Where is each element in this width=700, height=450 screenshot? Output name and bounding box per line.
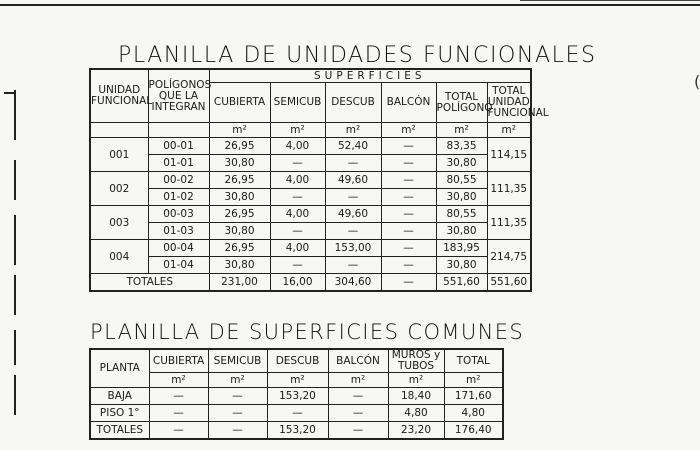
semicub-value: — xyxy=(270,257,325,274)
unit-id: 001 xyxy=(90,138,148,172)
poligono: 01-03 xyxy=(148,223,209,240)
unit-id: 003 xyxy=(90,206,148,240)
header-balcon: BALCÓN xyxy=(381,83,436,123)
cubierta-value: — xyxy=(149,405,208,422)
balcon-value: — xyxy=(328,422,388,439)
descub-value: — xyxy=(325,155,381,172)
cubierta-value: 30,80 xyxy=(209,257,270,274)
muros-value: 4,80 xyxy=(388,405,444,422)
totales-cubierta: 231,00 xyxy=(209,274,270,291)
poligono: 00-01 xyxy=(148,138,209,155)
total-value: 4,80 xyxy=(444,405,503,422)
poligono: 01-02 xyxy=(148,189,209,206)
margin-mark xyxy=(14,330,16,365)
header-descub: DESCUB xyxy=(267,349,328,373)
unidades-table xyxy=(89,68,549,292)
side-mark: ( xyxy=(694,72,700,91)
balcon-value: — xyxy=(381,189,436,206)
header-total: TOTAL xyxy=(444,349,503,373)
semicub-value: — xyxy=(270,223,325,240)
margin-mark xyxy=(14,275,16,315)
poligono: 00-03 xyxy=(148,206,209,223)
unit-id: 002 xyxy=(90,172,148,206)
descub-value: — xyxy=(267,405,328,422)
total-poligono-value: 80,55 xyxy=(436,172,487,189)
unit-label: m² xyxy=(328,373,388,388)
semicub-value: 4,00 xyxy=(270,172,325,189)
balcon-value: — xyxy=(328,388,388,405)
descub-value: 49,60 xyxy=(325,206,381,223)
totales-label: TOTALES xyxy=(90,274,209,291)
semicub-value: 4,00 xyxy=(270,138,325,155)
sheet-border-top-right xyxy=(520,0,700,1)
margin-mark xyxy=(14,375,16,415)
descub-value: 153,00 xyxy=(325,240,381,257)
poligono: 01-01 xyxy=(148,155,209,172)
poligono: 00-04 xyxy=(148,240,209,257)
total-poligono-value: 83,35 xyxy=(436,138,487,155)
semicub-value: — xyxy=(270,155,325,172)
totales-descub: 304,60 xyxy=(325,274,381,291)
header-total-unidad: TOTAL UNIDAD FUNCIONAL xyxy=(487,83,531,123)
semicub-value: — xyxy=(208,405,267,422)
descub-value: 153,20 xyxy=(267,388,328,405)
unit-label: m² xyxy=(436,123,487,138)
header-poligonos: POLÍGONOS QUE LA INTEGRAN xyxy=(148,69,209,123)
unit-label: m² xyxy=(270,123,325,138)
balcon-value: — xyxy=(381,155,436,172)
cubierta-value: 26,95 xyxy=(209,240,270,257)
muros-value: 23,20 xyxy=(388,422,444,439)
cubierta-value: 26,95 xyxy=(209,138,270,155)
cubierta-value: 30,80 xyxy=(209,223,270,240)
balcon-value: — xyxy=(381,138,436,155)
margin-mark xyxy=(14,215,16,265)
semicub-value: 4,00 xyxy=(270,206,325,223)
unit-label: m² xyxy=(267,373,328,388)
header-semicub: SEMICUB xyxy=(208,349,267,373)
total-poligono-value: 30,80 xyxy=(436,223,487,240)
unit-label: m² xyxy=(208,373,267,388)
planta-label: BAJA xyxy=(90,388,149,405)
total-value: 176,40 xyxy=(444,422,503,439)
total-poligono-value: 30,80 xyxy=(436,189,487,206)
total-poligono-value: 30,80 xyxy=(436,155,487,172)
balcon-value: — xyxy=(381,240,436,257)
total-poligono-value: 183,95 xyxy=(436,240,487,257)
semicub-value: — xyxy=(270,189,325,206)
total-unidad-value: 111,35 xyxy=(487,172,531,206)
unit-label: m² xyxy=(381,123,436,138)
semicub-value: 4,00 xyxy=(270,240,325,257)
muros-value: 18,40 xyxy=(388,388,444,405)
totales-unidad: 551,60 xyxy=(487,274,531,291)
totales-balcon: — xyxy=(381,274,436,291)
totales-poligono: 551,60 xyxy=(436,274,487,291)
unit-id: 004 xyxy=(90,240,148,274)
cubierta-value: — xyxy=(149,422,208,439)
header-total-poligono: TOTAL POLÍGONO xyxy=(436,83,487,123)
balcon-value: — xyxy=(381,257,436,274)
total-poligono-value: 80,55 xyxy=(436,206,487,223)
margin-mark xyxy=(14,90,16,140)
descub-value: 52,40 xyxy=(325,138,381,155)
total-unidad-value: 114,15 xyxy=(487,138,531,172)
planta-label: TOTALES xyxy=(90,422,149,439)
comunes-title: PLANILLA DE SUPERFICIES COMUNES xyxy=(90,320,525,344)
header-muros: MUROS y TUBOS xyxy=(388,349,444,373)
balcon-value: — xyxy=(381,206,436,223)
planta-label: PISO 1° xyxy=(90,405,149,422)
descub-value: 49,60 xyxy=(325,172,381,189)
unit-label: m² xyxy=(209,123,270,138)
unit-label: m² xyxy=(487,123,531,138)
balcon-value: — xyxy=(381,223,436,240)
unit-label: m² xyxy=(444,373,503,388)
unit-label: m² xyxy=(388,373,444,388)
cubierta-value: 26,95 xyxy=(209,172,270,189)
sheet-border-top xyxy=(0,4,700,6)
balcon-value: — xyxy=(328,405,388,422)
total-unidad-value: 214,75 xyxy=(487,240,531,274)
semicub-value: — xyxy=(208,388,267,405)
unidades-title: PLANILLA DE UNIDADES FUNCIONALES xyxy=(118,43,597,68)
balcon-value: — xyxy=(381,172,436,189)
unit-label: m² xyxy=(149,373,208,388)
header-cubierta: CUBIERTA xyxy=(149,349,208,373)
header-cubierta: CUBIERTA xyxy=(209,83,270,123)
total-unidad-value: 111,35 xyxy=(487,206,531,240)
header-semicub: SEMICUB xyxy=(270,83,325,123)
poligono: 01-04 xyxy=(148,257,209,274)
header-unidad: UNIDAD FUNCIONAL xyxy=(90,69,148,123)
cubierta-value: 30,80 xyxy=(209,189,270,206)
cubierta-value: — xyxy=(149,388,208,405)
descub-value: — xyxy=(325,189,381,206)
header-planta: PLANTA xyxy=(90,349,149,388)
margin-mark xyxy=(4,92,16,94)
header-descub: DESCUB xyxy=(325,83,381,123)
margin-mark xyxy=(14,160,16,200)
cubierta-value: 26,95 xyxy=(209,206,270,223)
descub-value: 153,20 xyxy=(267,422,328,439)
totales-semicub: 16,00 xyxy=(270,274,325,291)
descub-value: — xyxy=(325,223,381,240)
total-poligono-value: 30,80 xyxy=(436,257,487,274)
semicub-value: — xyxy=(208,422,267,439)
descub-value: — xyxy=(325,257,381,274)
cubierta-value: 30,80 xyxy=(209,155,270,172)
poligono: 00-02 xyxy=(148,172,209,189)
comunes-table xyxy=(89,348,504,440)
total-value: 171,60 xyxy=(444,388,503,405)
header-balcon: BALCÓN xyxy=(328,349,388,373)
header-superficies: SUPERFICIES xyxy=(209,69,531,83)
unit-label: m² xyxy=(325,123,381,138)
